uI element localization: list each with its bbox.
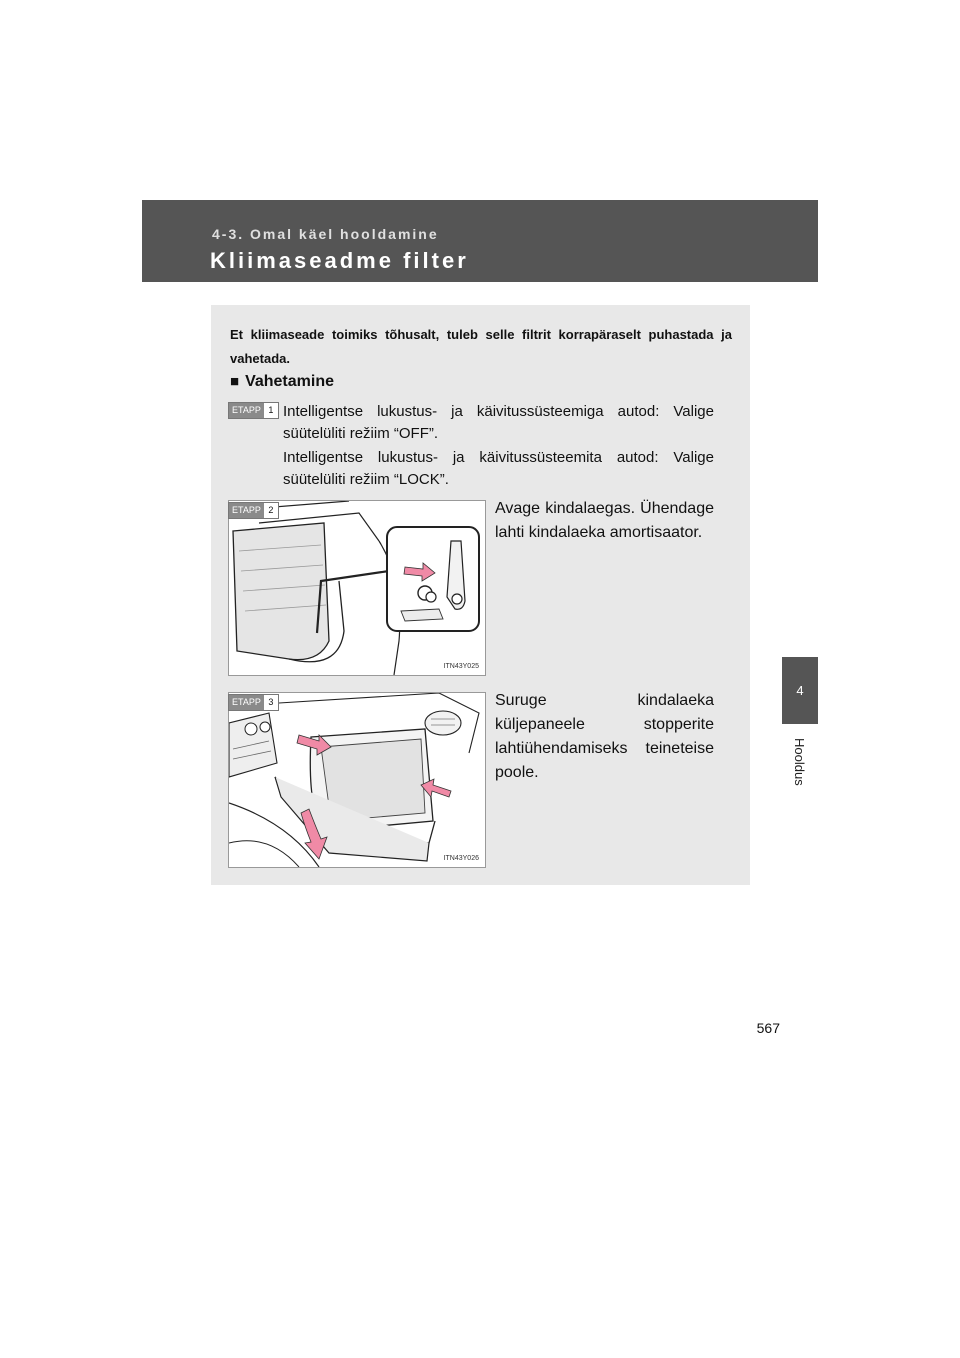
step-3-text: Suruge kindalaeka küljepaneele stopperite lahtiühendamiseks teineteise poole. (495, 692, 714, 781)
step-badge-word: ETAPP (229, 403, 264, 418)
chapter-reference: 4-3. Omal käel hooldamine (212, 226, 439, 242)
chapter-tab: 4 (782, 657, 818, 724)
figure-code: ITN43Y026 (443, 855, 479, 862)
glovebox-squeeze-illustration (229, 693, 485, 867)
chapter-tab-label: Hooldus (792, 738, 807, 786)
step-badge-word: ETAPP (229, 503, 264, 518)
page-number: 567 (756, 1020, 780, 1036)
step-badge-1 (228, 402, 279, 419)
step-badge-number: 1 (264, 403, 278, 418)
step-1-paragraph: Intelligentse lukustus- ja käivitussüsteemita autod: Valige süütelüliti režiim “LOCK”. (283, 449, 714, 488)
step-badge-2 (228, 502, 279, 519)
figure-code: ITN43Y025 (443, 663, 479, 670)
step-2-figure (228, 500, 486, 676)
step-2-text: Avage kindalaegas. Ühendage lahti kindalaeka amortisaator. (495, 500, 714, 541)
page-title: Kliimaseadme filter (210, 248, 469, 273)
intro-text: Et kliimaseade toimiks tõhusalt, tuleb selle filtrit korrapäraselt puhastada ja vahetada. (230, 327, 732, 366)
step-badge-number: 3 (264, 695, 278, 710)
glovebox-damper-illustration (229, 501, 485, 675)
step-badge-number: 2 (264, 503, 278, 518)
header-band (142, 200, 818, 282)
square-bullet-icon: ■ (230, 373, 240, 390)
section-title: Vahetamine (245, 373, 334, 390)
step-3-figure (228, 692, 486, 868)
step-badge-3 (228, 694, 279, 711)
section-heading (230, 373, 334, 391)
step-1-text (283, 401, 714, 491)
content-box (211, 305, 750, 885)
step-badge-word: ETAPP (229, 695, 264, 710)
step-1-paragraph: Intelligentse lukustus- ja käivitussüsteemiga autod: Valige süütelüliti režiim “OFF”. (283, 403, 714, 442)
